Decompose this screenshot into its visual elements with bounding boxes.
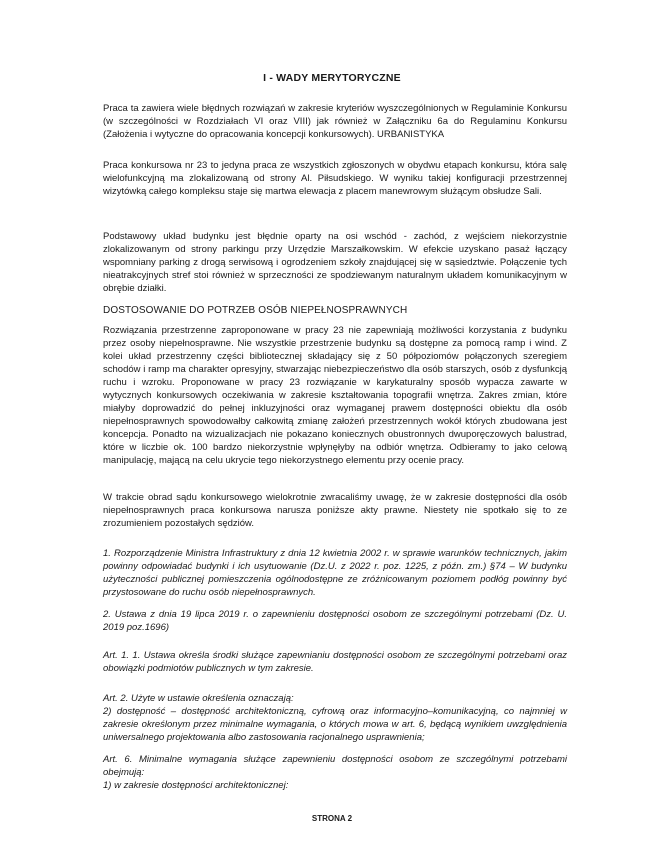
quote-art1: Art. 1. 1. Ustawa określa środki służące zapewnianiu dostępności osobom ze szczególnymi potrzebami oraz obowiązki podmiotów publicznych w tym zakresie. bbox=[103, 650, 567, 674]
quote-art2-item: 2) dostępność – dostępność architektoniczną, cyfrową oraz informacyjno–komunikacyjną, co najmniej w zakresie określonym przez minimalne wymagania, o których mowa w art. 6, będącą wynikiem uwzględnienia uniwersalnego projektowania albo zastosowania racjonalnego usprawnienia; bbox=[103, 706, 567, 743]
quote-regulation: 1. Rozporządzenie Ministra Infrastruktury z dnia 12 kwietnia 2002 r. w sprawie warunków technicznych, jakim powinny odpowiadać budynki i ich usytuowanie (Dz.U. z 2022 r. poz. 1225, z późn. zm.) §74 – W budynku użyteczności publicznej pomieszczenia ogólnodostępne ze zróżnicowanym poziomem podłóg powinny być przystosowane do ruchu osób niepełnosprawnych. bbox=[103, 548, 567, 598]
paragraph-location: Praca konkursowa nr 23 to jedyna praca ze wszystkich zgłoszonych w obydwu etapach konkursu, która salę wielofunkcyjną ma zlokalizowaną od strony Al. Piłsudskiego. W wyniku takiej konfiguracji przestrzennej wizytówką całego kompleksu staje się martwa elewacja z placem manewrowym służącym obsłudze Sali. bbox=[103, 160, 567, 197]
paragraph-accessibility: Rozwiązania przestrzenne zaproponowane w pracy 23 nie zapewniają możliwości korzystania z budynku przez osoby niepełnosprawne. Nie wszystkie przestrzenie budynku są dostępne za pomocą ramp i wind. Z kolei układ przestrzenny części bibliotecznej składający się z 50 półpoziomów połączonych szeregiem schodów i ramp ma charakter opresyjny, stwarzając niebezpieczeństwo dla osób starszych, osób z dysfunkcją ruchu i wzroku. Proponowane w pracy 23 rozwiązanie w karykaturalny sposób wypacza zawarte w wytycznych konkursowych oczekiwania w zakresie kształtowania topografii wnętrza. Zakres zmian, które miałyby doprowadzić do pełnej inkluzyjności oraz wymaganej prawem dostępności obiektu dla osób niepełnosprawnych spowodowałby całkowitą zmianę założeń przestrzennych wokół których zbudowana jest koncepcja. Ponadto na wizualizacjach nie pokazano koniecznych obustronnych dwuporęczowych balustrad, które w liczbie ok. 100 bardzo niekorzystnie wpłynęłyby na odbiór wnętrza. Odbieramy to jako celową manipulację, mającą na celu ukrycie tego niekorzystnego elementu przy ocenie pracy. bbox=[103, 325, 567, 466]
paragraph-layout: Podstawowy układ budynku jest błędnie oparty na osi wschód - zachód, z wejściem niekorzystnie zlokalizowanym od strony parkingu przy Urzędzie Marszałkowskim. W efekcie uzyskano pasaż łączący wspomniany parking z drogą serwisową i ogrodzeniem szkoły znajdującej się w sąsiedztwie. Połączenie tych nieatrakcyjnych stref stoi również w sprzeczności ze spodziewanym naturalnym układem komunikacyjnym w obrębie działki. bbox=[103, 231, 567, 294]
paragraph-jury: W trakcie obrad sądu konkursowego wielokrotnie zwracaliśmy uwagę, że w zakresie dostępności dla osób niepełnosprawnych praca konkursowa narusza poniższe akty prawne. Niestety nie spotkało się to ze zrozumieniem pozostałych sędziów. bbox=[103, 492, 567, 529]
quote-art6 bbox=[103, 753, 567, 792]
quote-art6-line: Art. 6. Minimalne wymagania służące zapewnieniu dostępności osobom ze szczególnymi potrzebami obejmują: bbox=[103, 754, 567, 778]
quote-act: 2. Ustawa z dnia 19 lipca 2019 r. o zapewnieniu dostępności osobom ze szczególnymi potrzebami (Dz. U. 2019 poz.1696) bbox=[103, 609, 567, 633]
section-heading: I - WADY MERYTORYCZNE bbox=[263, 72, 401, 84]
page-number: STRONA 2 bbox=[311, 814, 353, 823]
paragraph-intro: Praca ta zawiera wiele błędnych rozwiązań w zakresie kryteriów wyszczególnionych w Regulaminie Konkursu (w szczególności w Rozdziałach VI oraz VIII) jak również w Załączniku 6a do Regulaminu Konkursu (Założenia i wytyczne do opracowania koncepcji konkursowych). URBANISTYKA bbox=[103, 103, 567, 140]
quote-art2-line: Art. 2. Użyte w ustawie określenia oznaczają: bbox=[103, 693, 294, 704]
quote-art2 bbox=[103, 692, 567, 744]
quote-art6-item: 1) w zakresie dostępności architektonicznej: bbox=[103, 780, 289, 791]
section-title-accessibility: DOSTOSOWANIE DO POTRZEB OSÓB NIEPEŁNOSPRAWNYCH bbox=[103, 305, 408, 316]
